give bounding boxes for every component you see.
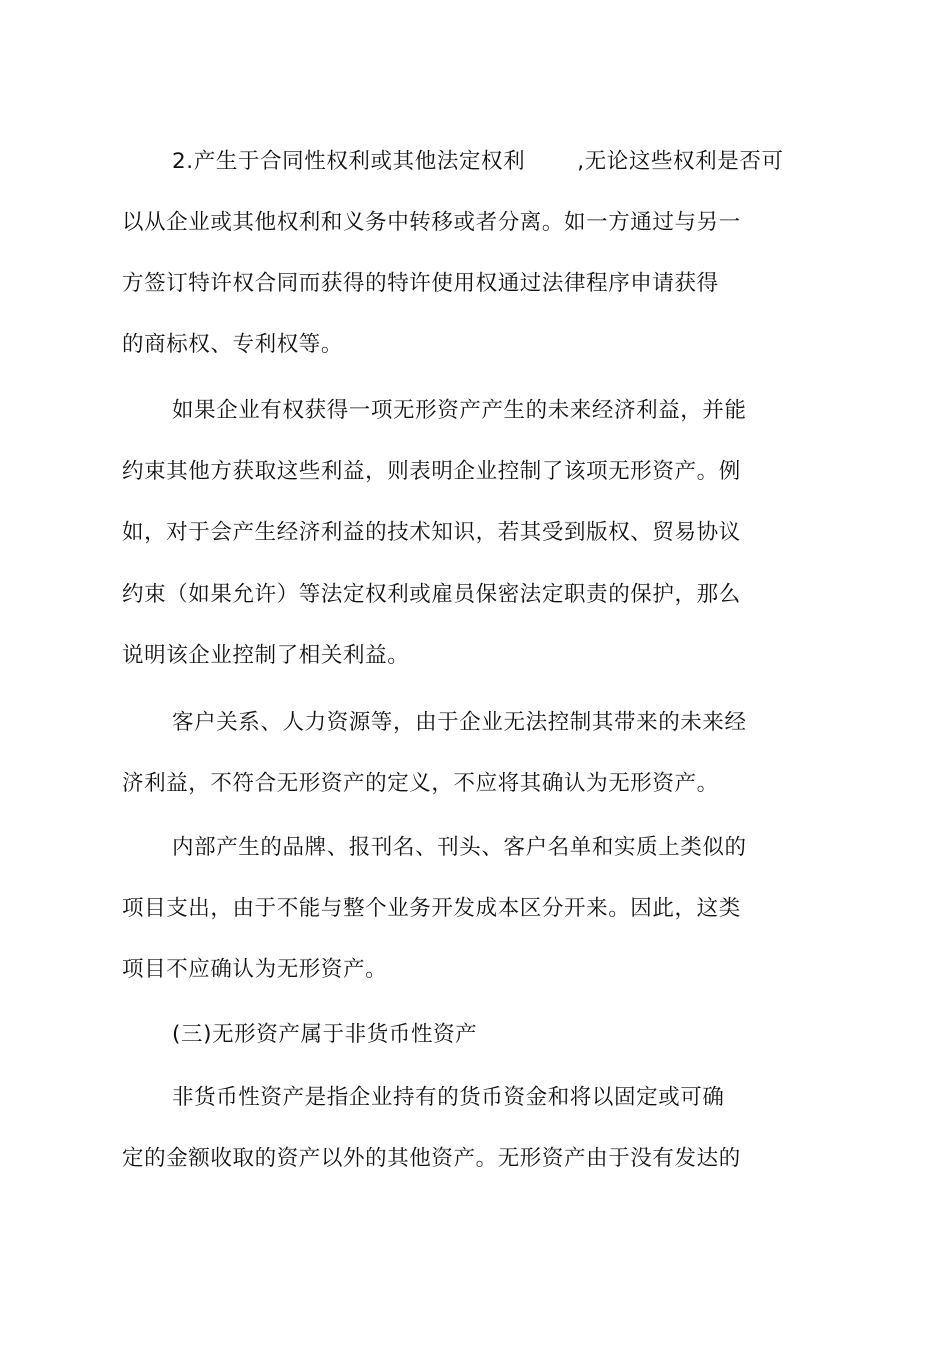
paragraph-2-line-4: 约束（如果允许）等法定权利或雇员保密法定职责的保护，那么 (122, 582, 741, 607)
paragraph-1-line-3: 方签订特许权合同而获得的特许使用权通过法律程序申请获得 (122, 271, 719, 296)
section-heading: (三)无形资产属于非货币性资产 (172, 1022, 478, 1047)
paragraph-4-line-3: 项目不应确认为无形资产。 (122, 957, 388, 982)
paragraph-1-line-1-part-b: ,无论这些权利是否可 (577, 149, 784, 174)
paragraph-6-line-2: 定的金额收取的资产以外的其他资产。无形资产由于没有发达的 (122, 1146, 741, 1171)
paragraph-1-line-4: 的商标权、专利权等。 (122, 332, 344, 357)
paragraph-1-line-2: 以从企业或其他权利和义务中转移或者分离。如一方通过与另一 (122, 210, 741, 235)
paragraph-2-line-3: 如，对于会产生经济利益的技术知识，若其受到版权、贸易协议 (122, 520, 741, 545)
paragraph-3-line-2: 济利益，不符合无形资产的定义，不应将其确认为无形资产。 (122, 771, 719, 796)
paragraph-2-line-5: 说明该企业控制了相关利益。 (122, 643, 410, 668)
paragraph-4-line-2: 项目支出，由于不能与整个业务开发成本区分开来。因此，这类 (122, 896, 741, 921)
paragraph-2-line-1: 如果企业有权获得一项无形资产产生的未来经济利益，并能 (172, 398, 747, 423)
paragraph-1-line-1-part-a: 2.产生于合同性权利或其他法定权利 (172, 149, 526, 174)
paragraph-4-line-1: 内部产生的品牌、报刊名、刊头、客户名单和实质上类似的 (172, 835, 747, 860)
paragraph-2-line-2: 约束其他方获取这些利益，则表明企业控制了该项无形资产。例 (122, 459, 741, 484)
paragraph-1-line-1 (172, 147, 784, 177)
paragraph-3-line-1: 客户关系、人力资源等，由于企业无法控制其带来的未来经 (172, 710, 747, 735)
paragraph-6-line-1: 非货币性资产是指企业持有的货币资金和将以固定或可确 (172, 1085, 725, 1110)
